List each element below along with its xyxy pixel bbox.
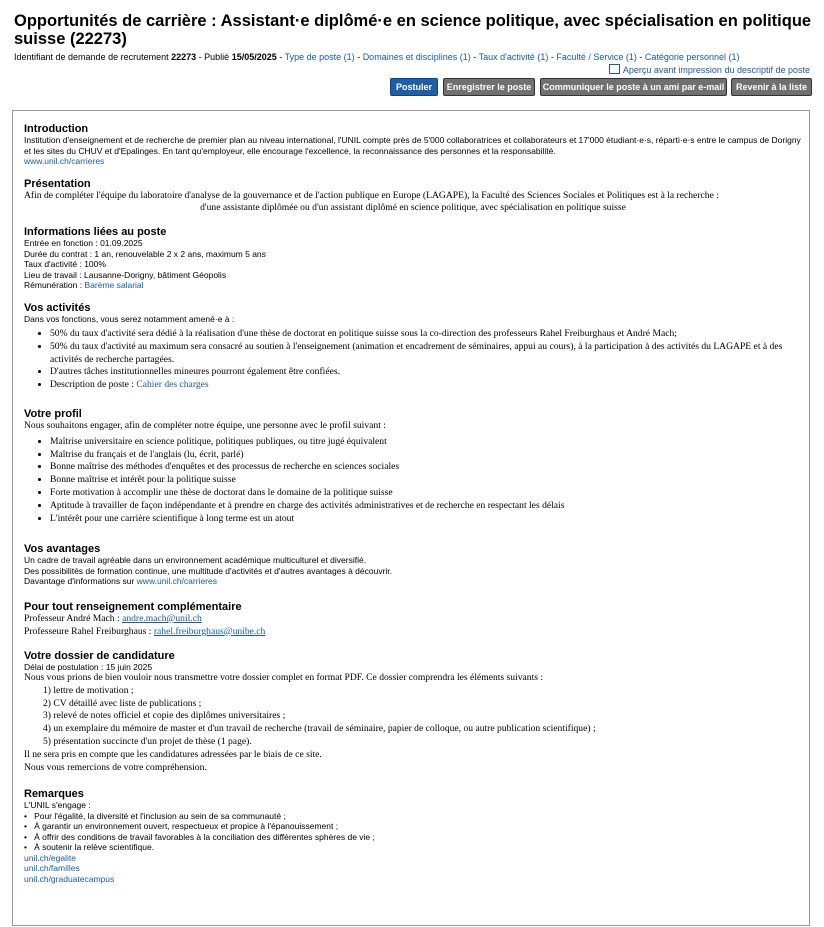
info-rate: Taux d'activité : 100%: [24, 259, 106, 270]
contact-heading: Pour tout renseignement complémentaire: [24, 600, 242, 613]
intro-heading: Introduction: [24, 123, 89, 135]
application-item: 3) relevé de notes officiel et copie des diplômes universitaires ;: [43, 710, 286, 722]
benefits-section: [24, 543, 802, 587]
print-preview-label: Aperçu avant impression du descriptif de poste: [622, 65, 810, 75]
list-item: • 50% du taux d'activité au maximum sera consacré au soutien à l'enseignement (animation et encadrement de séminaires, appui au cours), à la participation à des activités du LAGAPE et à des activités de recherche partagées.: [50, 341, 802, 367]
printer-icon: [609, 64, 620, 74]
page-title: Opportunités de carrière : Assistant·e diplômé·e en science politique, avec spécialisation en politique suisse (22273): [14, 12, 812, 48]
job-spec-link[interactable]: Cahier des charges: [136, 379, 209, 391]
job-description-panel: [12, 110, 810, 926]
contact-freiburghaus-label: Professeure Rahel Freiburghaus :: [24, 625, 152, 637]
print-preview-link[interactable]: [609, 64, 810, 75]
remarks-heading: Remarques: [24, 788, 84, 801]
info-pay: [24, 280, 802, 291]
link-graduatecampus[interactable]: unil.ch/graduatecampus: [24, 873, 115, 884]
link-faculte-service[interactable]: Faculté / Service (1): [556, 52, 637, 62]
presentation-position: d'une assistante diplômée ou d'un assistant diplômé en science politique, avec spécialisation en politique suisse: [200, 202, 626, 214]
intro-careers-link[interactable]: www.unil.ch/carrieres: [24, 156, 105, 166]
application-item: 1) lettre de motivation ;: [43, 684, 134, 696]
email-freiburghaus-link[interactable]: rahel.freiburghaus@unibe.ch: [153, 625, 266, 637]
email-mach-link[interactable]: andre.mach@unil.ch: [122, 612, 202, 624]
benefits-heading: Vos avantages: [24, 543, 101, 556]
presentation-text: Afin de compléter l'équipe du laboratoire d'analyse de la gouvernance et de l'action publique en Europe (LAGAPE), la Faculté des Sciences Sociales et Politiques est à la recherche :: [24, 189, 719, 201]
activities-list: [24, 328, 802, 392]
remarks-item-text: Pour l'égalité, la diversité et l'inclusion au sein de sa communauté ;: [34, 810, 286, 821]
back-to-list-button[interactable]: Revenir à la liste: [731, 78, 812, 96]
list-item: • Forte motivation à accomplir une thèse de doctorat dans le domaine de la politique suisse: [50, 487, 802, 500]
info-place: Lieu de travail : Lausanne-Dorigny, bâtiment Géopolis: [24, 269, 227, 280]
contact-mach-label: Professeur André Mach :: [24, 612, 120, 624]
remarks-item-text: À offrir des conditions de travail favorables à la conciliation des différentes sphères de vie ;: [34, 831, 375, 842]
link-taux-activite[interactable]: Taux d'activité (1): [478, 52, 549, 62]
application-intro: Nous vous prions de bien vouloir nous transmettre votre dossier complet en format PDF. Ce dossier comprendra les éléments suivants :: [24, 672, 544, 684]
info-start: Entrée en fonction : 01.09.2025: [24, 238, 143, 249]
benefits-more-label: Davantage d'informations sur: [24, 576, 135, 587]
presentation-section: [24, 178, 802, 216]
intro-text: Institution d'enseignement et de recherche de premier plan au niveau international, l'UNIL compte près de 5'000 collaboratrices et collaborateurs et 17'000 étudiant·e·s, réparti·e·s entre le campus de Dorigny et les sites du CHUV et d'Epalinges. En tant qu'employeur, elle encourage l'excellence, la reconnaissance des personnes et la responsabilité.: [24, 135, 801, 156]
activities-heading: Vos activités: [24, 301, 91, 314]
list-item: • 50% du taux d'activité sera dédié à la réalisation d'une thèse de doctorat en politique suisse sous la co-direction des professeurs Rahel Freiburghaus et André Mach;: [50, 328, 802, 341]
list-item: • D'autres tâches institutionnelles mineures pourront également être confiées.: [50, 366, 802, 379]
link-familles[interactable]: unil.ch/familles: [24, 863, 80, 874]
presentation-heading: Présentation: [24, 177, 91, 190]
list-item: • Aptitude à travailler de façon indépendante et à prendre en charge des activités administratives et de recherche en respectant les délais: [50, 500, 802, 513]
published-value: 15/05/2025: [231, 52, 277, 62]
remarks-item: • À garantir un environnement ouvert, respectueux et propice à l'épanouissement ;: [24, 821, 339, 832]
link-type-poste[interactable]: Type de poste (1): [284, 52, 355, 62]
info-heading: Informations liées au poste: [24, 226, 167, 239]
remarks-item: • Pour l'égalité, la diversité et l'inclusion au sein de sa communauté ;: [24, 810, 286, 821]
list-item: • Maîtrise universitaire en science politique, politiques publiques, ou titre jugé équivalent: [50, 436, 802, 449]
id-value: 22273: [171, 52, 197, 62]
application-item: 2) CV détaillé avec liste de publications ;: [43, 697, 202, 709]
list-item: [50, 379, 802, 392]
contact-mach: [24, 613, 802, 626]
remarks-item: • À soutenir la relève scientifique.: [24, 842, 155, 853]
list-item: • L'intérêt pour une carrière scientifique à long terme est un atout: [50, 513, 802, 526]
info-pay-label: Rémunération :: [24, 280, 83, 291]
profile-section: [24, 408, 802, 525]
benefits-line2: Des possibilités de formation continue, une multitude d'activités et d'autres avantages à découvrir.: [24, 565, 393, 576]
remarks-item: • À offrir des conditions de travail favorables à la conciliation des différentes sphères de vie ;: [24, 831, 375, 842]
info-duration: Durée du contrat : 1 an, renouvelable 2 x 2 ans, maximum 5 ans: [24, 248, 266, 259]
application-note2: Nous vous remercions de votre compréhension.: [24, 761, 207, 773]
remarks-item-text: À soutenir la relève scientifique.: [34, 842, 155, 853]
desc-label: Description de poste :: [50, 379, 134, 391]
remarks-item-text: À garantir un environnement ouvert, respectueux et propice à l'épanouissement ;: [34, 821, 339, 832]
intro-section: [24, 123, 802, 167]
share-email-button[interactable]: Communiquer le poste à un ami par e-mail: [540, 78, 727, 96]
application-deadline: Délai de postulation : 15 juin 2025: [24, 661, 153, 672]
info-section: [24, 226, 802, 291]
benefits-line1: Un cadre de travail agréable dans un environnement académique multiculturel et diversifié.: [24, 555, 367, 566]
apply-button[interactable]: Postuler: [390, 78, 438, 96]
activities-intro: Dans vos fonctions, vous serez notamment amené·e à :: [24, 313, 235, 324]
list-item: • Bonne maîtrise des méthodes d'enquêtes et des processus de recherche en sciences sociales: [50, 461, 802, 474]
profile-intro: Nous souhaitons engager, afin de compléter notre équipe, une personne avec le profil suivant :: [24, 420, 386, 432]
benefits-line3: [24, 576, 802, 587]
application-note1: Il ne sera pris en compte que les candidatures adressées par le biais de ce site.: [24, 748, 322, 760]
link-categorie-personnel[interactable]: Catégorie personnel (1): [644, 52, 740, 62]
application-item: 4) un exemplaire du mémoire de master et d'un travail de recherche (travail de séminaire, papier de colloque, ou autre publication scientifique) ;: [43, 723, 596, 735]
remarks-section: [24, 788, 802, 884]
profile-list: [24, 436, 802, 526]
published-label: Publié: [204, 52, 230, 62]
activities-section: [24, 302, 802, 392]
link-egalite[interactable]: unil.ch/egalite: [24, 852, 76, 863]
profile-heading: Votre profil: [24, 408, 82, 421]
link-domaines[interactable]: Domaines et disciplines (1): [362, 52, 471, 62]
remarks-intro: L'UNIL s'engage :: [24, 800, 91, 811]
list-item: • Bonne maîtrise et intérêt pour la politique suisse: [50, 474, 802, 487]
save-job-button[interactable]: Enregistrer le poste: [443, 78, 535, 96]
job-meta-line: Identifiant de demande de recrutement 22273 - Publié 15/05/2025 - Type de poste (1) - Domaines et disciplines (1) - Taux d'activité (1) - Faculté / Service (1) - Catégorie personnel (1): [14, 52, 740, 62]
list-item: • Maîtrise du français et de l'anglais (lu, écrit, parlé): [50, 449, 802, 462]
application-section: [24, 650, 802, 775]
id-label: Identifiant de demande de recrutement: [14, 52, 169, 62]
salary-scale-link[interactable]: Barème salarial: [84, 280, 144, 291]
contact-freiburghaus: [24, 626, 802, 639]
application-heading: Votre dossier de candidature: [24, 649, 175, 662]
application-item: 5) présentation succincte d'un projet de thèse (1 page).: [43, 736, 252, 748]
benefits-careers-link[interactable]: www.unil.ch/carrieres: [136, 576, 217, 587]
meta-sep: -: [198, 52, 205, 62]
contact-section: [24, 601, 802, 639]
